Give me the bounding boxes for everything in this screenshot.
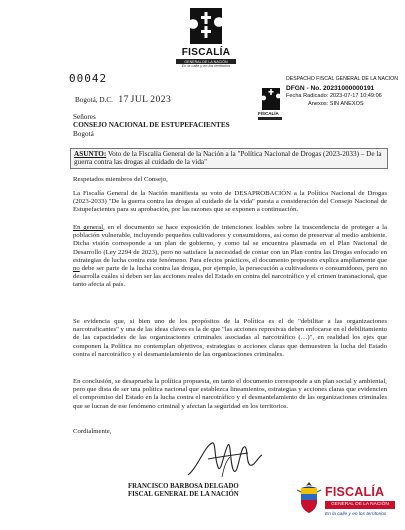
recipient-salutation: Señores bbox=[73, 113, 96, 121]
stamp-office: DESPACHO FISCAL GENERAL DE LA NACION bbox=[286, 76, 398, 82]
p2-lead: En general bbox=[73, 224, 104, 231]
date-day: 17 bbox=[118, 95, 129, 105]
footer-logo bbox=[292, 479, 398, 525]
subject-text: Voto de la Fiscalía General de la Nación a la "Política Nacional de Drogas (2023-2033) – De la guerra contra las drogas al cuidado de la vida" bbox=[74, 150, 382, 167]
radicado-stamp bbox=[256, 76, 401, 126]
signer-block bbox=[128, 483, 239, 499]
date-year: 2023 bbox=[150, 95, 172, 105]
p2-emphasis: no bbox=[73, 265, 80, 273]
header-logo-tagline: En la calle y en los territorios bbox=[181, 64, 231, 68]
body-paragraph-4: En conclusión, se desaprueba la política propuesta, en tanto el documento corresponde a un plan social y ambiental, pero que dista de ser una política nacional que establezca lineamientos, estrategias y acciones claras que evidencien el compromiso del Estado en la lucha contra el narcotráfico y el desmantelamiento de las organizaciones criminales que se lucran de ese fenómeno criminal y afectan la seguridad en los territorios. bbox=[73, 378, 387, 410]
recipient-block bbox=[73, 113, 230, 138]
closing: Cordialmente, bbox=[73, 428, 112, 435]
body-paragraph-1: La Fiscalía General de la Nación manifiesta su voto de DESAPROBACIÓN a la Política Nacional de Drogas (2023-2033) "De la guerra contra las drogas al cuidado de la vida" puesta a consideración del Consejo Nacional de Estupefacientes para su aprobación, por las razones que se exponen a continuación. bbox=[73, 190, 387, 214]
header-logo-word: FISCALÍA bbox=[181, 47, 231, 58]
puzzle-logo-icon bbox=[184, 6, 228, 46]
body-paragraph-2: En general, en el documento se hace exposición de intenciones loables sobre la trascendencia de proteger a la población vulnerable, incluyendo pequeños cultivadores y consumidores, así como de preservar al medio ambiente. Dicha visión corresponde a un plan de gobierno, y como tal se encuentra plasmada en el Plan Nacional de Desarrollo (Ley 2294 de 2023), pero no satisface la necesidad de contar con un Plan contra las Drogas enfocado en estrategias de lucha contra este fenómeno. Para efectos prácticos, el documento propuesto explica ampliamente que no debe ser parte de la lucha contra las drogas, por ejemplo, la persecución a cultivadores o consumidores, pero no desarrolla cuáles sí deben ser las acciones reales del Estado en contra del narcotráfico y el crimen transnacional, que tanto afecta al país. bbox=[73, 224, 387, 289]
handwritten-signature bbox=[178, 437, 268, 482]
greeting: Respetados miembros del Consejo, bbox=[73, 176, 168, 183]
footer-logo-word: FISCALÍA bbox=[325, 485, 385, 499]
date-line bbox=[75, 95, 171, 105]
subject-label: ASUNTO: bbox=[74, 150, 107, 158]
recipient-name: CONSEJO NACIONAL DE ESTUPEFACIENTES bbox=[73, 121, 230, 130]
header-logo bbox=[176, 6, 236, 68]
signer-name: FRANCISCO BARBOSA DELGADO bbox=[128, 483, 239, 490]
stamp-puzzle-icon bbox=[260, 87, 282, 111]
stamp-logo-word: FISCALÍA bbox=[258, 111, 279, 116]
subject-box bbox=[70, 148, 388, 169]
date-city: Bogotá, D.C. bbox=[75, 96, 113, 104]
stamp-radicado: DFGN - No. 20231000000191 bbox=[286, 85, 375, 92]
recipient-city: Bogotá bbox=[73, 129, 94, 138]
footer-logo-sub: GENERAL DE LA NACIÓN bbox=[325, 501, 395, 509]
coat-of-arms-icon bbox=[296, 481, 322, 515]
body-paragraph-3: Se evidencia que, si bien uno de los propósitos de la Política es el de "debilitar a las organizaciones narcotraficantes" y una de las ideas claves es la de que "las acciones represivas deben enfocarse en el debilitamiento de las capacidades de las organizaciones criminales asociadas al narcotráfico (…)", en realidad los ejes que componen la Política no contemplan objetivos, estrategias o acciones claras que demuestren la lucha del Estado contra el narcotráfico y el desmantelamiento de las organizaciones criminales. bbox=[73, 318, 387, 358]
stamp-logo-bar bbox=[258, 117, 282, 120]
stamp-date: Fecha Radicado: 2023-07-17 10:49:06 bbox=[286, 93, 382, 99]
date-month: JUL bbox=[130, 95, 149, 105]
footer-logo-tagline: En la calle y en los territorios bbox=[325, 512, 387, 517]
stamp-anexos: Anexos: SIN ANEXOS bbox=[308, 101, 364, 107]
document-number: 00042 bbox=[69, 72, 108, 85]
header-logo-sub: GENERAL DE LA NACIÓN bbox=[176, 59, 236, 64]
signer-title: FISCAL GENERAL DE LA NACIÓN bbox=[128, 491, 239, 499]
